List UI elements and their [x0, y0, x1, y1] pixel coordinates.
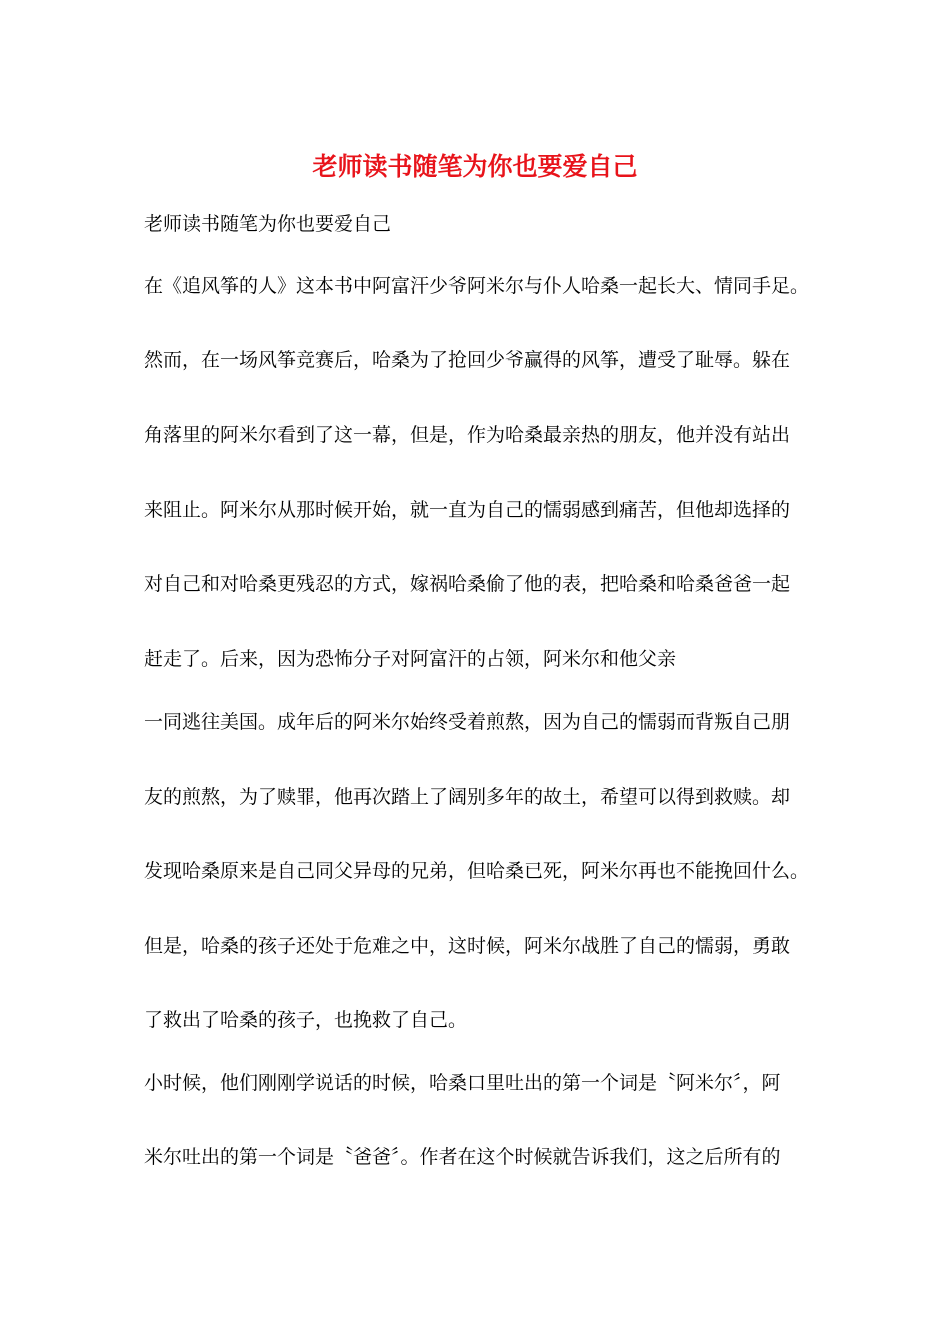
document-title: 老师读书随笔为你也要爱自己	[312, 152, 638, 181]
paragraph-line: 了救出了哈桑的孩子，也挽救了自己。	[144, 1009, 468, 1031]
document-subtitle: 老师读书随笔为你也要爱自己	[144, 213, 392, 235]
paragraph-line: 赶走了。后来，因为恐怖分子对阿富汗的占领，阿米尔和他父亲	[144, 648, 677, 670]
paragraph-line: 角落里的阿米尔看到了这一幕，但是，作为哈桑最亲热的朋友，他并没有站出	[144, 424, 791, 446]
paragraph-line: 小时候，他们刚刚学说话的时候，哈桑口里吐出的第一个词是〝阿米尔〞，阿	[144, 1072, 781, 1094]
paragraph-line: 在《追风筝的人》这本书中阿富汗少爷阿米尔与仆人哈桑一起长大、情同手足。	[144, 275, 810, 297]
paragraph-line: 对自己和对哈桑更残忍的方式，嫁祸哈桑偷了他的表，把哈桑和哈桑爸爸一起	[144, 573, 791, 595]
paragraph-line: 发现哈桑原来是自己同父异母的兄弟，但哈桑已死，阿米尔再也不能挽回什么。	[144, 860, 810, 882]
paragraph-line: 一同逃往美国。成年后的阿米尔始终受着煎熬，因为自己的懦弱而背叛自己朋	[144, 711, 791, 733]
paragraph-line: 米尔吐出的第一个词是〝爸爸〞。作者在这个时候就告诉我们，这之后所有的	[144, 1146, 781, 1168]
paragraph-line: 但是，哈桑的孩子还处于危难之中，这时候，阿米尔战胜了自己的懦弱，勇敢	[144, 935, 791, 957]
paragraph-line: 来阻止。阿米尔从那时候开始，就一直为自己的懦弱感到痛苦，但他却选择的	[144, 499, 791, 521]
paragraph-line: 友的煎熬，为了赎罪，他再次踏上了阔别多年的故土，希望可以得到救赎。却	[144, 786, 791, 808]
paragraph-line: 然而，在一场风筝竞赛后，哈桑为了抢回少爷赢得的风筝，遭受了耻辱。躲在	[144, 349, 791, 371]
